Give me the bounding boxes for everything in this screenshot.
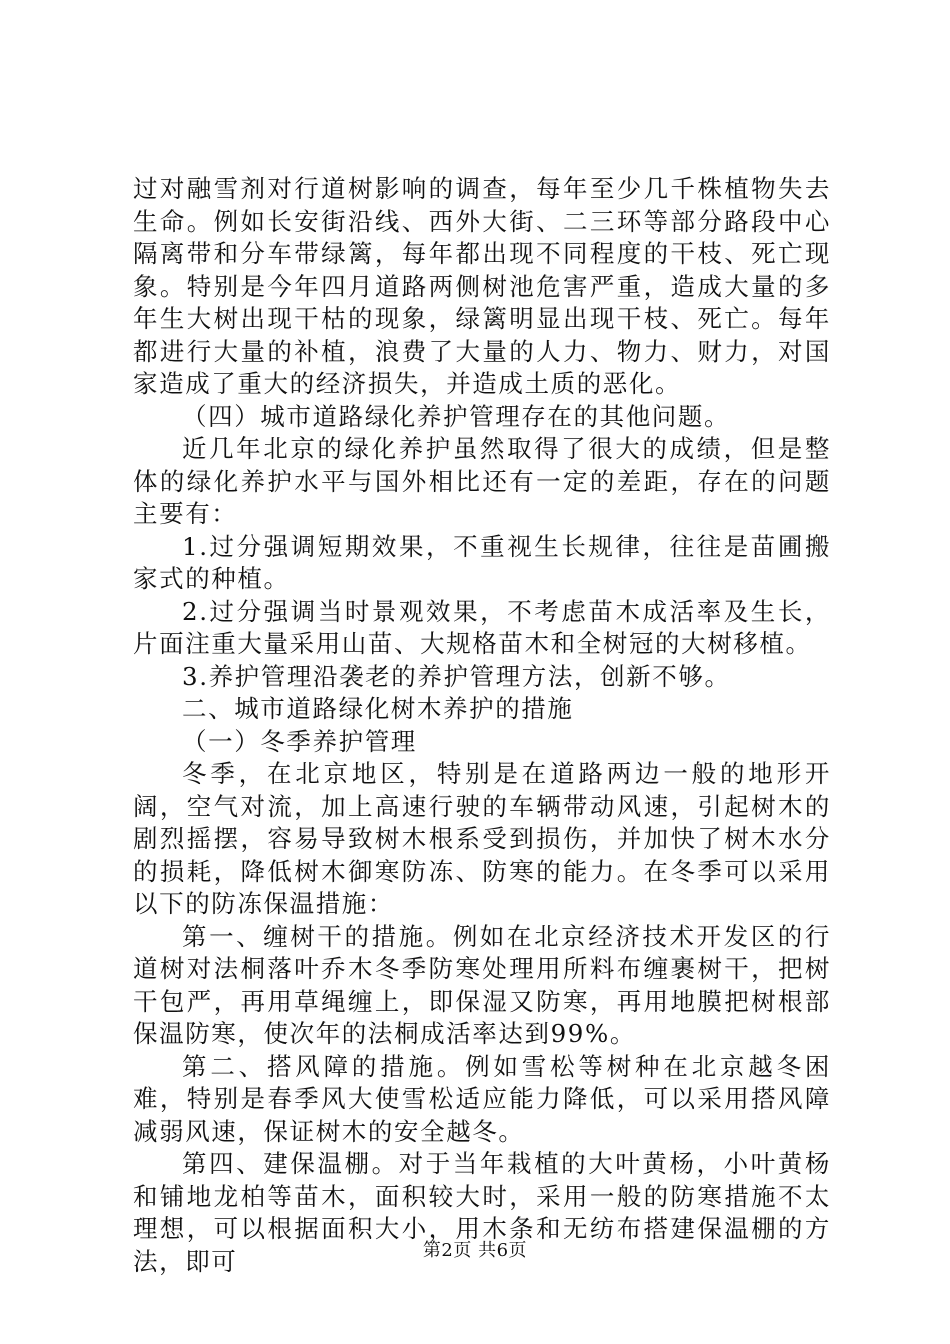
paragraph-4: 1.过分强调短期效果，不重视生长规律，往往是苗圃搬家式的种植。 bbox=[133, 531, 831, 593]
paragraph-5: 2.过分强调当时景观效果，不考虑苗木成活率及生长，片面注重大量采用山苗、大规格苗木和全树冠的大树移植。 bbox=[133, 596, 831, 658]
section-heading-2: 二、城市道路绿化树木养护的措施 bbox=[182, 694, 574, 723]
paragraph-12: 第四、建保温棚。对于当年栽植的大叶黄杨，小叶黄杨和铺地龙柏等苗木，面积较大时，采用一般的防寒措施不太理想，可以根据面积大小，用木条和无纺布搭建保温棚的方法，即可 bbox=[133, 1149, 831, 1276]
paragraph-10: 第一、缠树干的措施。例如在北京经济技术开发区的行道树对法桐落叶乔木冬季防寒处理用所料布缠裹树干，把树干包严，再用草绳缠上，即保湿又防寒，再用地膜把树根部保温防寒，使次年的法桐成活率达到99%。 bbox=[133, 921, 831, 1048]
paragraph-6: 3.养护管理沿袭老的养护管理方法，创新不够。 bbox=[182, 661, 731, 691]
paragraph-1: 过对融雪剂对行道树影响的调查，每年至少几千株植物失去生命。例如长安街沿线、西外大街、二三环等部分路段中心隔离带和分车带绿篱，每年都出现不同程度的干枝、死亡现象。特别是今年四月道路两侧树池危害严重，造成大量的多年生大树出现干枯的现象，绿篱明显出现干枝、死亡。每年都进行大量的补植，浪费了大量的人力、物力、财力，对国家造成了重大的经济损失，并造成土质的恶化。 bbox=[133, 174, 831, 398]
page-number-footer: 第2页 共6页 bbox=[422, 1240, 528, 1261]
subsection-heading-1: （一）冬季养护管理 bbox=[182, 726, 417, 756]
paragraph-3: 近几年北京的绿化养护虽然取得了很大的成绩，但是整体的绿化养护水平与国外相比还有一定的差距，存在的问题主要有： bbox=[133, 434, 831, 528]
document-body bbox=[133, 173, 831, 1278]
paragraph-2: （四）城市道路绿化养护管理存在的其他问题。 bbox=[182, 401, 731, 431]
paragraph-11: 第二、搭风障的措施。例如雪松等树种在北京越冬困难，特别是春季风大使雪松适应能力降低，可以采用搭风障减弱风速，保证树木的安全越冬。 bbox=[133, 1051, 831, 1146]
paragraph-9: 冬季，在北京地区，特别是在道路两边一般的地形开阔，空气对流，加上高速行驶的车辆带动风速，引起树木的剧烈摇摆，容易导致树木根系受到损伤，并加快了树木水分的损耗，降低树木御寒防冻、防寒的能力。在冬季可以采用以下的防冻保温措施： bbox=[133, 759, 831, 918]
